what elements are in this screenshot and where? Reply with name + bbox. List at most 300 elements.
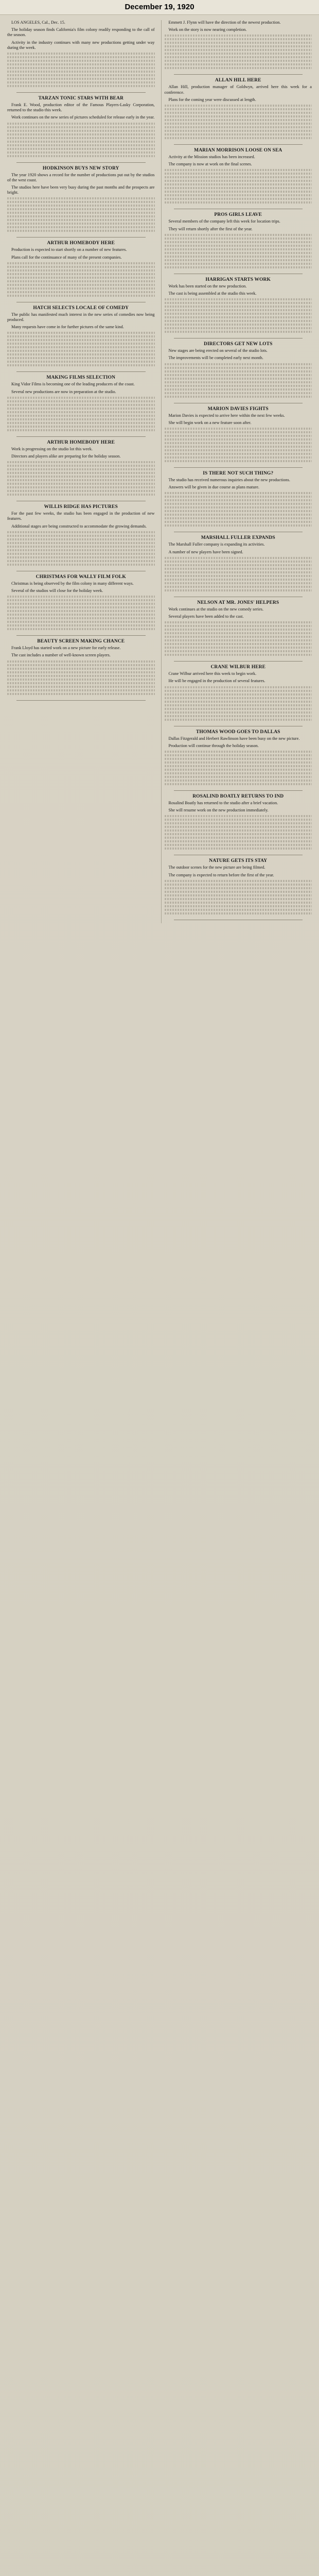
text-line-filler	[7, 67, 155, 69]
text-line-filler	[165, 557, 312, 559]
article-divider	[174, 144, 303, 145]
text-line-filler	[165, 316, 312, 318]
text-line-filler	[165, 381, 312, 383]
text-line-filler	[165, 686, 312, 688]
text-line-filler	[7, 679, 155, 681]
article-paragraph: She will resume work on the new production immediately.	[168, 808, 269, 813]
article	[165, 406, 312, 462]
text-line-filler	[165, 844, 312, 846]
article-paragraph: Crane Wilbur arrived here this week to begin work.	[168, 671, 257, 676]
text-line-filler	[165, 388, 312, 391]
text-line-filler	[165, 435, 312, 437]
text-line-filler	[165, 708, 312, 710]
article-paragraph: The company is expected to return before the first of the year.	[168, 872, 274, 877]
article-divider	[174, 467, 303, 468]
article-headline: MARIAN MORRISON LOOSE ON SEA	[194, 148, 282, 154]
text-line-filler	[7, 56, 155, 58]
text-line-filler	[165, 137, 312, 139]
text-line-filler	[7, 397, 155, 399]
text-line-filler	[7, 400, 155, 402]
article-headline: HODKINSON BUYS NEW STORY	[42, 165, 119, 171]
text-line-filler	[7, 364, 155, 366]
text-line-filler	[165, 625, 312, 627]
article-paragraph: For the past few weeks, the studio has been engaged in the production of new features.	[7, 511, 155, 521]
article-paragraph: New stages are being erected on several of the studio lots.	[168, 348, 268, 353]
text-line-filler	[165, 754, 312, 756]
article-paragraph: Marion Davies is expected to arrive here within the next few weeks.	[168, 413, 285, 418]
article-paragraph: LOS ANGELES, Cal., Dec. 15.	[11, 20, 65, 25]
article-paragraph: Frank E. Wood, production editor of the Famous Players-Lasky Corporation, returned to the studio this week.	[7, 103, 155, 113]
text-line-filler	[7, 660, 155, 663]
article-paragraph: The public has manifested much interest in the new series of comedies now being produced.	[7, 312, 155, 323]
article	[165, 342, 312, 397]
text-line-filler	[165, 238, 312, 240]
text-line-filler	[165, 848, 312, 850]
text-line-filler	[165, 891, 312, 893]
text-line-filler	[165, 647, 312, 649]
text-line-filler	[165, 819, 312, 821]
article	[7, 504, 155, 566]
text-line-filler	[7, 81, 155, 83]
text-line-filler	[165, 579, 312, 581]
text-line-filler	[7, 476, 155, 478]
text-line-filler	[7, 353, 155, 355]
text-line-filler	[7, 560, 155, 562]
article	[165, 600, 312, 656]
article	[165, 665, 312, 720]
text-line-filler	[7, 85, 155, 87]
article-divider	[16, 700, 146, 701]
text-line-filler	[165, 173, 312, 175]
article	[7, 574, 155, 630]
text-line-filler	[165, 769, 312, 771]
text-line-filler	[165, 564, 312, 566]
text-line-filler	[165, 45, 312, 47]
text-line-filler	[7, 686, 155, 688]
article-paragraph: The holiday season finds California's film colony readily responding to the call of the season.	[7, 27, 155, 38]
article-divider	[16, 635, 146, 636]
text-line-filler	[165, 331, 312, 333]
article	[7, 306, 155, 367]
text-line-filler	[165, 396, 312, 398]
article-paragraph: Emmett J. Flynn will have the direction of the newest production.	[168, 20, 281, 25]
text-line-filler	[7, 610, 155, 612]
text-line-filler	[165, 779, 312, 782]
article-paragraph: Work continues at the studio on the new comedy series.	[168, 606, 264, 612]
text-line-filler	[7, 335, 155, 337]
text-line-filler	[165, 241, 312, 243]
text-line-filler	[165, 758, 312, 760]
text-line-filler	[165, 35, 312, 37]
article	[7, 375, 155, 431]
text-line-filler	[7, 546, 155, 548]
text-line-filler	[165, 898, 312, 900]
text-line-filler	[7, 429, 155, 431]
article-paragraph: Several players have been added to the cast.	[168, 614, 244, 619]
text-line-filler	[165, 183, 312, 185]
text-line-filler	[165, 521, 312, 523]
article-divider	[16, 436, 146, 437]
text-line-filler	[7, 564, 155, 566]
article	[165, 277, 312, 333]
text-line-filler	[165, 112, 312, 114]
text-line-filler	[7, 415, 155, 417]
article	[7, 96, 155, 157]
text-line-filler	[165, 126, 312, 128]
text-line-filler	[7, 74, 155, 76]
text-line-filler	[165, 428, 312, 430]
article-headline: NATURE GETS ITS STAY	[209, 858, 268, 864]
text-line-filler	[7, 291, 155, 293]
text-line-filler	[7, 628, 155, 630]
text-line-filler	[165, 589, 312, 591]
text-line-filler	[7, 266, 155, 268]
text-line-filler	[165, 302, 312, 304]
article-headline: DIRECTORS GET NEW LOTS	[204, 342, 273, 347]
article	[7, 241, 155, 296]
text-line-filler	[7, 295, 155, 297]
text-line-filler	[7, 280, 155, 282]
text-line-filler	[165, 639, 312, 641]
text-line-filler	[7, 668, 155, 670]
text-line-filler	[7, 53, 155, 55]
text-line-filler	[165, 772, 312, 774]
article-paragraph: A number of new players have been signed.	[168, 549, 243, 554]
article-headline: MAKING FILMS SELECTION	[46, 375, 116, 381]
article	[165, 794, 312, 850]
text-line-filler	[7, 63, 155, 65]
article	[7, 166, 155, 232]
text-column	[161, 20, 315, 923]
text-line-filler	[7, 219, 155, 221]
article-headline: ARTHUR HOMEBODY HERE	[47, 241, 115, 246]
text-line-filler	[165, 761, 312, 764]
article-columns	[0, 15, 319, 923]
text-line-filler	[165, 169, 312, 171]
text-line-filler	[165, 456, 312, 459]
text-line-filler	[7, 603, 155, 605]
text-line-filler	[165, 514, 312, 516]
text-line-filler	[165, 309, 312, 311]
text-line-filler	[7, 346, 155, 348]
text-line-filler	[7, 617, 155, 619]
text-line-filler	[165, 884, 312, 886]
article	[165, 535, 312, 591]
text-line-filler	[7, 404, 155, 406]
text-line-filler	[7, 197, 155, 199]
text-line-filler	[7, 133, 155, 135]
text-line-filler	[165, 194, 312, 196]
text-line-filler	[7, 123, 155, 125]
text-line-filler	[165, 108, 312, 110]
text-line-filler	[165, 765, 312, 767]
article-divider	[16, 237, 146, 238]
text-line-filler	[165, 650, 312, 652]
text-line-filler	[165, 320, 312, 322]
article-paragraph: Several new productions are now in preparation at the studio.	[11, 389, 116, 394]
article	[165, 212, 312, 268]
text-line-filler	[165, 894, 312, 896]
text-line-filler	[165, 176, 312, 178]
article-paragraph: The company is now at work on the final scenes.	[168, 162, 252, 167]
article-paragraph: Allan Hill, production manager of Goldwyn, arrived here this week for a conference.	[164, 84, 312, 95]
text-line-filler	[165, 363, 312, 365]
article-headline: NELSON AT MR. JONES' HELPERS	[197, 600, 279, 605]
article-paragraph: Work on the story is now nearing completion.	[168, 27, 247, 32]
article-paragraph: Christmas is being observed by the film colony in many different ways.	[11, 581, 134, 586]
text-line-filler	[165, 446, 312, 448]
text-line-filler	[165, 822, 312, 824]
article-headline: CHRISTMAS FOR WALLY FILM FOLK	[36, 574, 126, 580]
text-line-filler	[7, 614, 155, 616]
text-line-filler	[7, 671, 155, 673]
text-line-filler	[7, 664, 155, 666]
text-line-filler	[165, 636, 312, 638]
article-divider	[16, 92, 146, 93]
article	[165, 20, 312, 69]
text-line-filler	[165, 719, 312, 721]
text-line-filler	[165, 133, 312, 135]
text-line-filler	[165, 643, 312, 645]
text-line-filler	[165, 374, 312, 376]
text-line-filler	[7, 262, 155, 264]
text-line-filler	[7, 411, 155, 413]
text-line-filler	[165, 370, 312, 372]
article-paragraph: The cast includes a number of well-known screen players.	[11, 653, 111, 658]
text-line-filler	[7, 494, 155, 496]
text-line-filler	[7, 408, 155, 410]
text-line-filler	[165, 245, 312, 247]
text-line-filler	[165, 496, 312, 498]
text-line-filler	[165, 460, 312, 462]
text-line-filler	[165, 693, 312, 696]
text-line-filler	[7, 148, 155, 150]
text-line-filler	[7, 126, 155, 128]
text-line-filler	[7, 468, 155, 470]
text-line-filler	[165, 119, 312, 121]
text-line-filler	[165, 453, 312, 455]
text-line-filler	[165, 324, 312, 326]
text-line-filler	[165, 306, 312, 308]
text-line-filler	[7, 556, 155, 558]
text-line-filler	[7, 273, 155, 275]
text-line-filler	[7, 208, 155, 210]
text-line-filler	[165, 880, 312, 882]
article-paragraph: Production is expected to start shortly on a number of new features.	[11, 247, 127, 252]
text-line-filler	[165, 248, 312, 250]
article-paragraph: Plans for the coming year were discussed at length.	[168, 97, 256, 102]
text-column	[4, 20, 158, 923]
text-line-filler	[165, 198, 312, 200]
text-line-filler	[7, 422, 155, 424]
article	[7, 639, 155, 694]
article-headline: IS THERE NOT SUCH THING?	[203, 471, 274, 477]
text-line-filler	[7, 269, 155, 272]
article	[165, 78, 312, 139]
text-line-filler	[165, 829, 312, 832]
article	[165, 148, 312, 204]
text-line-filler	[165, 582, 312, 584]
article-paragraph: King Vidor Films is becoming one of the leading producers of the coast.	[11, 382, 135, 387]
article-paragraph: She will begin work on a new feature soon after.	[168, 420, 252, 425]
text-line-filler	[165, 367, 312, 369]
text-line-filler	[165, 704, 312, 706]
text-line-filler	[7, 549, 155, 551]
text-line-filler	[165, 826, 312, 828]
text-line-filler	[165, 840, 312, 842]
text-line-filler	[7, 486, 155, 488]
text-line-filler	[7, 596, 155, 598]
text-line-filler	[165, 909, 312, 911]
text-line-filler	[7, 343, 155, 345]
text-line-filler	[7, 137, 155, 139]
text-line-filler	[165, 38, 312, 40]
text-line-filler	[165, 510, 312, 512]
text-line-filler	[165, 503, 312, 505]
article	[7, 20, 155, 87]
article-paragraph: Many requests have come in for further pictures of the same kind.	[11, 325, 124, 330]
text-line-filler	[7, 350, 155, 352]
article-paragraph: Directors and players alike are preparing for the holiday season.	[11, 454, 121, 459]
text-line-filler	[165, 776, 312, 778]
text-line-filler	[165, 568, 312, 570]
text-line-filler	[165, 912, 312, 914]
article-headline: ARTHUR HOMEBODY HERE	[47, 439, 115, 445]
text-line-filler	[165, 53, 312, 55]
text-line-filler	[165, 298, 312, 300]
text-line-filler	[165, 711, 312, 714]
text-line-filler	[7, 339, 155, 341]
text-line-filler	[165, 56, 312, 58]
text-line-filler	[165, 629, 312, 631]
text-line-filler	[7, 479, 155, 481]
text-line-filler	[7, 215, 155, 217]
text-line-filler	[165, 130, 312, 132]
text-line-filler	[165, 327, 312, 329]
article-divider	[174, 74, 303, 75]
text-line-filler	[7, 461, 155, 463]
text-line-filler	[7, 472, 155, 474]
text-line-filler	[7, 144, 155, 146]
article-headline: TARZAN TONIC STARS WITH BEAR	[38, 96, 124, 101]
text-line-filler	[165, 252, 312, 254]
article-paragraph: Several of the studios will close for the holiday week.	[11, 588, 103, 594]
article-divider	[16, 371, 146, 372]
text-line-filler	[7, 624, 155, 626]
text-line-filler	[7, 223, 155, 225]
text-line-filler	[7, 230, 155, 232]
article-paragraph: Rosalind Boatly has returned to the studio after a brief vacation.	[168, 801, 278, 806]
text-line-filler	[165, 783, 312, 785]
article-paragraph: Several members of the company left this week for location trips.	[168, 219, 280, 224]
article-headline: ALLAN HILL HERE	[215, 78, 261, 83]
text-line-filler	[7, 689, 155, 691]
article-paragraph: Work continues on the new series of pictures scheduled for release early in the year.	[11, 115, 155, 120]
text-line-filler	[7, 201, 155, 203]
article-divider	[174, 790, 303, 791]
text-line-filler	[165, 263, 312, 265]
text-line-filler	[7, 531, 155, 533]
text-line-filler	[165, 701, 312, 703]
article-paragraph: Additional stages are being constructed to accommodate the growing demands.	[11, 523, 147, 529]
text-line-filler	[165, 42, 312, 44]
article-paragraph: Plans call for the continuance of many of the present companies.	[11, 255, 122, 260]
text-line-filler	[165, 442, 312, 444]
text-line-filler	[165, 259, 312, 261]
text-line-filler	[165, 506, 312, 509]
text-line-filler	[165, 690, 312, 692]
text-line-filler	[165, 586, 312, 588]
text-line-filler	[7, 599, 155, 601]
text-line-filler	[165, 105, 312, 107]
article-paragraph: Answers will be given in due course as plans mature.	[168, 485, 259, 490]
text-line-filler	[165, 60, 312, 62]
text-line-filler	[165, 313, 312, 315]
text-line-filler	[7, 535, 155, 537]
text-line-filler	[165, 575, 312, 577]
text-line-filler	[165, 524, 312, 527]
article	[165, 471, 312, 527]
article-paragraph: The outdoor scenes for the new picture are being filmed.	[168, 865, 265, 870]
text-line-filler	[7, 483, 155, 485]
text-line-filler	[165, 385, 312, 387]
text-line-filler	[7, 284, 155, 286]
text-line-filler	[165, 49, 312, 51]
article-paragraph: Frank Lloyd has started work on a new picture for early release.	[11, 646, 121, 651]
text-line-filler	[7, 212, 155, 214]
article-paragraph: Work is progressing on the studio lot this week.	[11, 446, 93, 451]
text-line-filler	[7, 71, 155, 73]
article-headline: MARION DAVIES FIGHTS	[207, 406, 269, 412]
text-line-filler	[165, 621, 312, 623]
text-line-filler	[165, 902, 312, 904]
text-line-filler	[7, 606, 155, 608]
text-line-filler	[165, 632, 312, 634]
text-line-filler	[165, 561, 312, 563]
text-line-filler	[7, 155, 155, 157]
article-headline: CRANE WILBUR HERE	[210, 665, 266, 670]
text-line-filler	[165, 517, 312, 519]
text-line-filler	[7, 621, 155, 623]
text-line-filler	[7, 361, 155, 363]
article-headline: THOMAS WOOD GOES TO DALLAS	[196, 729, 280, 735]
text-line-filler	[7, 277, 155, 279]
page-date-header: December 19, 1920	[0, 0, 319, 15]
text-line-filler	[165, 837, 312, 839]
text-line-filler	[165, 833, 312, 835]
article-divider	[16, 162, 146, 163]
text-line-filler	[7, 538, 155, 540]
text-line-filler	[165, 266, 312, 268]
text-line-filler	[165, 123, 312, 125]
text-line-filler	[7, 418, 155, 420]
text-line-filler	[165, 905, 312, 907]
text-line-filler	[165, 67, 312, 69]
text-line-filler	[165, 654, 312, 656]
text-line-filler	[165, 492, 312, 494]
article-paragraph: The Marshall Fuller company is expanding its activities.	[168, 542, 265, 547]
text-line-filler	[165, 378, 312, 380]
text-line-filler	[165, 115, 312, 117]
text-line-filler	[7, 60, 155, 62]
article-headline: WILLIS RIDGE HAS PICTURES	[44, 504, 118, 510]
article-headline: HATCH SELECTS LOCALE OF COMEDY	[33, 305, 129, 311]
article	[7, 440, 155, 496]
text-line-filler	[7, 226, 155, 228]
text-line-filler	[7, 682, 155, 684]
article-paragraph: Dallas Fitzgerald and Herbert Rawlinson have been busy on the new picture.	[168, 736, 300, 741]
text-line-filler	[165, 201, 312, 204]
